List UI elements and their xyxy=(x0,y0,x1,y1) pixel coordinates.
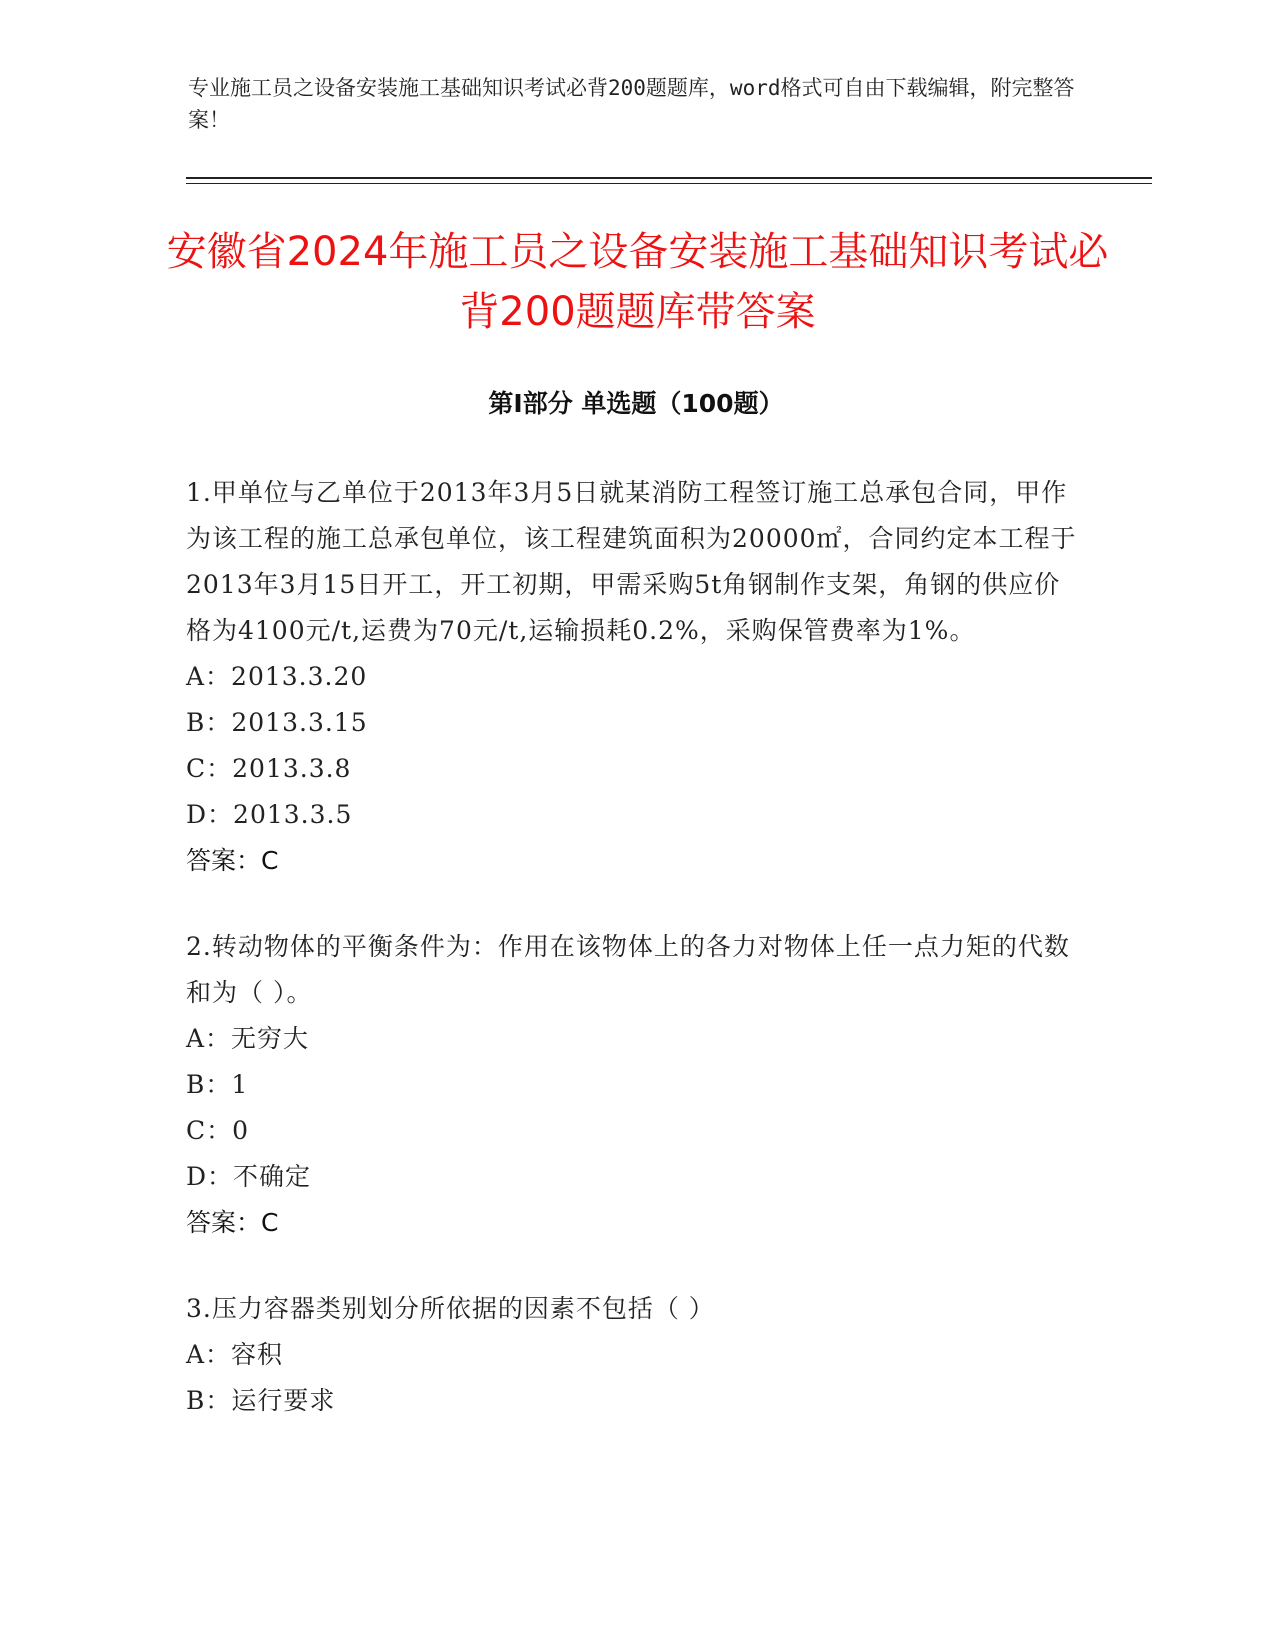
option-c: C：2013.3.8 xyxy=(186,754,352,783)
option-b: B：1 xyxy=(186,1070,249,1099)
header-rule-thin xyxy=(186,183,1152,184)
question-list xyxy=(186,470,1086,1464)
section-heading: 第Ⅰ部分 单选题（100题） xyxy=(488,389,784,418)
document-title: 安徽省2024年施工员之设备安装施工基础知识考试必背200题题库带答案 xyxy=(166,229,1109,335)
option-b: B：2013.3.15 xyxy=(186,708,368,737)
option-d: D：不确定 xyxy=(186,1162,312,1191)
question-3 xyxy=(186,1286,1086,1424)
question-stem: 1.甲单位与乙单位于2013年3月5日就某消防工程签订施工总承包合同，甲作为该工程的施工总承包单位，该工程建筑面积为20000㎡，合同约定本工程于2013年3月15日开工，开工初期，甲需采购5t角钢制作支架，角钢的供应价格为4100元/t,运费为70元/t,运输损耗0.2%，采购保管费率为1%。 xyxy=(186,478,1077,645)
option-c: C：0 xyxy=(186,1116,250,1145)
header-note: 专业施工员之设备安装施工基础知识考试必背200题题库，word格式可自由下载编辑，附完整答案！ xyxy=(188,76,1075,132)
question-stem: 2.转动物体的平衡条件为：作用在该物体上的各力对物体上任一点力矩的代数和为（ ）。 xyxy=(186,932,1070,1007)
option-a: A：容积 xyxy=(186,1340,284,1369)
option-a: A：无穷大 xyxy=(186,1024,310,1053)
question-stem: 3.压力容器类别划分所依据的因素不包括（ ） xyxy=(186,1294,715,1323)
question-2 xyxy=(186,924,1086,1246)
question-1 xyxy=(186,470,1086,884)
option-a: A：2013.3.20 xyxy=(186,662,368,691)
header-rule-thick xyxy=(186,177,1152,179)
option-b: B：运行要求 xyxy=(186,1386,336,1415)
answer-label: 答案：C xyxy=(186,1208,279,1237)
answer-label: 答案：C xyxy=(186,846,279,875)
option-d: D：2013.3.5 xyxy=(186,800,353,829)
